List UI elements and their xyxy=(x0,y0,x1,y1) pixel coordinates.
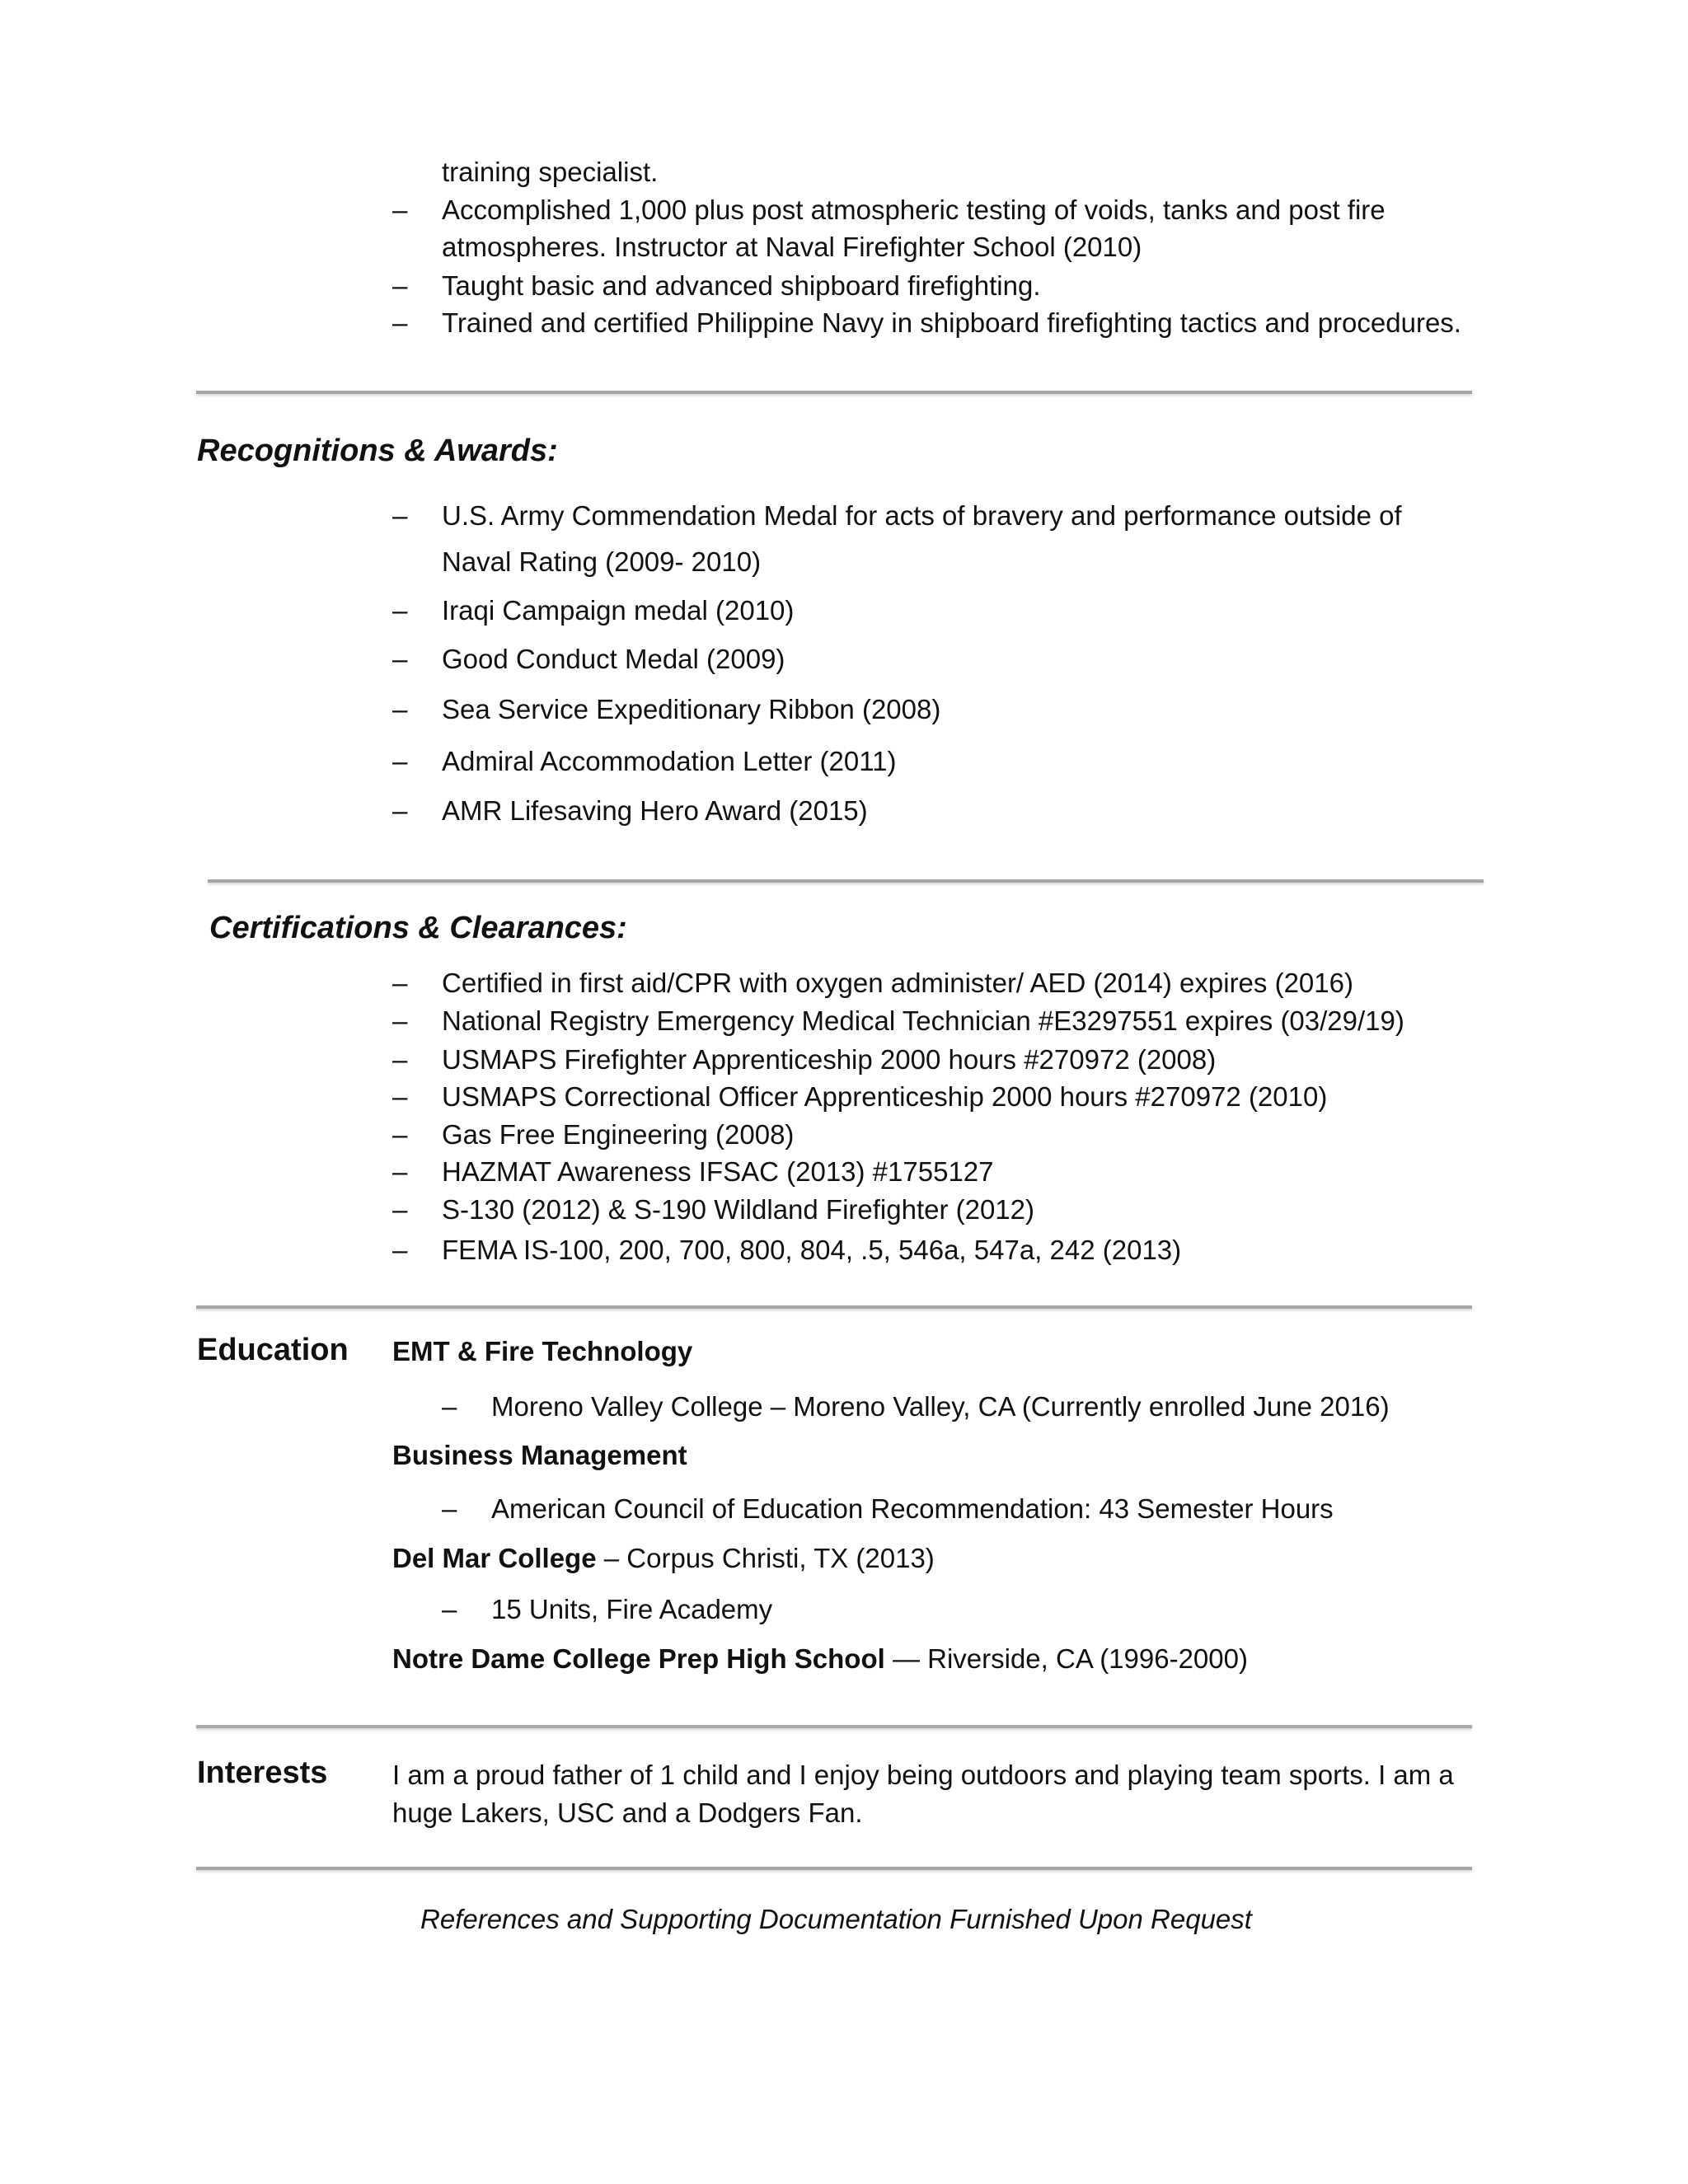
bullet-dash: – xyxy=(392,694,408,724)
award-item: Naval Rating (2009- 2010) xyxy=(442,546,762,577)
award-item: Iraqi Campaign medal (2010) xyxy=(442,595,795,626)
bullet-dash: – xyxy=(392,1081,408,1112)
school-line xyxy=(392,1640,1248,1678)
award-item: U.S. Army Commendation Medal for acts of bravery and performance outside of xyxy=(442,500,1402,531)
bullet-dash: – xyxy=(392,595,408,626)
bullet-dash: – xyxy=(392,1044,408,1075)
bullet-dash: – xyxy=(392,307,408,338)
interests-text: huge Lakers, USC and a Dodgers Fan. xyxy=(392,1797,863,1828)
bullet-dash: – xyxy=(392,500,408,531)
bullet-dash: – xyxy=(392,1235,408,1265)
section-divider xyxy=(196,1867,1472,1870)
interests-heading: Interests xyxy=(197,1755,328,1790)
experience-line: atmospheres. Instructor at Naval Firefighter School (2010) xyxy=(442,232,1142,262)
bullet-dash: – xyxy=(442,1594,457,1624)
bullet-dash: – xyxy=(392,270,408,301)
certification-item: USMAPS Firefighter Apprenticeship 2000 hours #270972 (2008) xyxy=(442,1044,1217,1075)
program-title: EMT & Fire Technology xyxy=(392,1336,693,1366)
school-name: Del Mar College xyxy=(392,1543,597,1573)
bullet-dash: – xyxy=(392,746,408,776)
section-divider xyxy=(208,879,1484,883)
certification-item: USMAPS Correctional Officer Apprenticeship 2000 hours #270972 (2010) xyxy=(442,1081,1328,1112)
certification-item: Certified in first aid/CPR with oxygen administer/ AED (2014) expires (2016) xyxy=(442,968,1353,998)
section-divider xyxy=(196,1305,1472,1309)
award-item: Sea Service Expeditionary Ribbon (2008) xyxy=(442,694,941,724)
certifications-heading: Certifications & Clearances: xyxy=(209,911,627,945)
bullet-dash: – xyxy=(392,968,408,998)
experience-line: Trained and certified Philippine Navy in shipboard firefighting tactics and procedures. xyxy=(442,307,1461,338)
school-line xyxy=(392,1540,935,1577)
program-detail: 15 Units, Fire Academy xyxy=(491,1594,773,1624)
bullet-dash: – xyxy=(392,1005,408,1036)
interests-text: I am a proud father of 1 child and I enjoy being outdoors and playing team sports. I am a xyxy=(392,1760,1454,1790)
bullet-dash: – xyxy=(392,795,408,826)
certification-item: HAZMAT Awareness IFSAC (2013) #1755127 xyxy=(442,1156,994,1187)
education-heading: Education xyxy=(197,1333,349,1367)
footer-note: References and Supporting Documentation Furnished Upon Request xyxy=(420,1904,1252,1934)
program-detail: American Council of Education Recommendation: 43 Semester Hours xyxy=(491,1493,1334,1524)
bullet-dash: – xyxy=(392,1119,408,1150)
award-item: AMR Lifesaving Hero Award (2015) xyxy=(442,795,868,826)
program-title: Business Management xyxy=(392,1440,687,1470)
certification-item: FEMA IS-100, 200, 700, 800, 804, .5, 546a, 547a, 242 (2013) xyxy=(442,1235,1182,1265)
experience-line: Accomplished 1,000 plus post atmospheric testing of voids, tanks and post fire xyxy=(442,194,1386,225)
school-location: — Riverside, CA (1996-2000) xyxy=(884,1643,1248,1674)
section-divider xyxy=(196,1725,1472,1728)
certification-item: National Registry Emergency Medical Technician #E3297551 expires (03/29/19) xyxy=(442,1005,1404,1036)
award-item: Admiral Accommodation Letter (2011) xyxy=(442,746,897,776)
program-detail: Moreno Valley College – Moreno Valley, CA (Currently enrolled June 2016) xyxy=(491,1391,1390,1422)
experience-line: training specialist. xyxy=(442,157,659,187)
bullet-dash: – xyxy=(392,194,408,225)
bullet-dash: – xyxy=(442,1391,457,1422)
bullet-dash: – xyxy=(442,1493,457,1524)
awards-heading: Recognitions & Awards: xyxy=(197,434,558,468)
experience-line: Taught basic and advanced shipboard firefighting. xyxy=(442,270,1041,301)
school-location: – Corpus Christi, TX (2013) xyxy=(596,1543,935,1573)
award-item: Good Conduct Medal (2009) xyxy=(442,644,785,674)
bullet-dash: – xyxy=(392,644,408,674)
school-name: Notre Dame College Prep High School xyxy=(392,1643,885,1674)
bullet-dash: – xyxy=(392,1156,408,1187)
certification-item: Gas Free Engineering (2008) xyxy=(442,1119,795,1150)
section-divider xyxy=(196,391,1472,394)
bullet-dash: – xyxy=(392,1194,408,1225)
certification-item: S-130 (2012) & S-190 Wildland Firefighter (2012) xyxy=(442,1194,1035,1225)
